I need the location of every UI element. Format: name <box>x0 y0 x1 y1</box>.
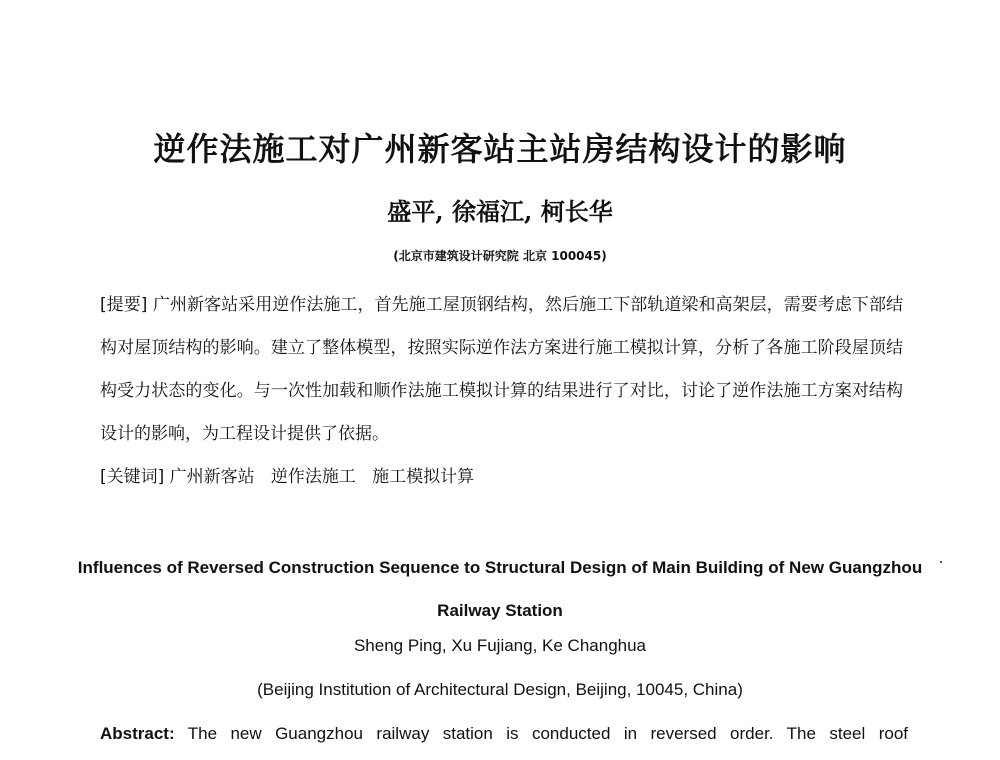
chinese-abstract-text: 广州新客站采用逆作法施工，首先施工屋顶钢结构，然后施工下部轨道梁和高架层，需要考虑下部结构对屋顶结构的影响。建立了整体模型，按照实际逆作法方案进行施工模拟计算，分析了各施工阶段屋顶结构受力状态的变化。与一次性加载和顺作法施工模拟计算的结果进行了对比，讨论了逆作法施工方案对结构设计的影响，为工程设计提供了依据。 <box>100 295 904 444</box>
chinese-affiliation: (北京市建筑设计研究院 北京 100045) <box>393 249 607 263</box>
english-abstract-text: The new Guangzhou railway station is conducted in reversed order. The steel roof <box>187 724 908 743</box>
english-affiliation: (Beijing Institution of Architectural Design, Beijing, 10045, China) <box>257 680 743 699</box>
chinese-title: 逆作法施工对广州新客站主站房结构设计的影响 <box>153 130 847 168</box>
english-abstract <box>100 724 908 744</box>
chinese-keywords <box>100 456 903 499</box>
english-abstract-label: Abstract: <box>100 724 175 743</box>
keyword-item: 广州新客站 <box>169 467 255 487</box>
chinese-abstract-label: [提要] <box>100 295 148 315</box>
chinese-authors: 盛平, 徐福江, 柯长华 <box>387 197 613 226</box>
keyword-item: 逆作法施工 <box>270 467 356 487</box>
keyword-item: 施工模拟计算 <box>372 467 475 487</box>
english-authors: Sheng Ping, Xu Fujiang, Ke Changhua <box>353 636 647 655</box>
chinese-keywords-label: [关键词] <box>100 467 165 487</box>
english-title: Influences of Reversed Construction Sequence to Structural Design of Main Building of New Guangzhou Railway Station <box>77 558 923 620</box>
chinese-abstract <box>100 284 903 456</box>
scan-speck <box>940 561 942 563</box>
